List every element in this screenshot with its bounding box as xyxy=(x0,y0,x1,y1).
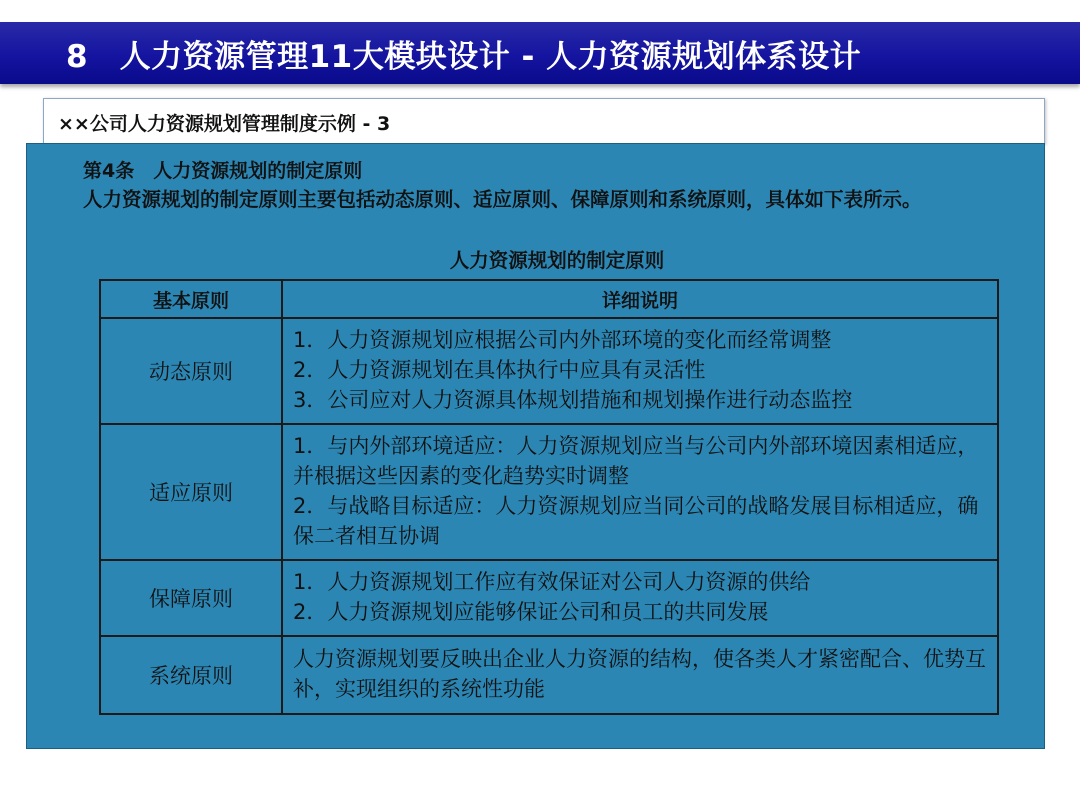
principle-detail xyxy=(282,424,998,560)
table-caption: 人力资源规划的制定原则 xyxy=(449,249,665,272)
detail-line: 2．人力资源规划在具体执行中应具有灵活性 xyxy=(293,358,706,382)
principle-name: 系统原则 xyxy=(100,636,282,714)
subtitle: ××公司人力资源规划管理制度示例 - 3 xyxy=(58,113,391,135)
principle-detail xyxy=(282,560,998,636)
article-heading: 第4条 人力资源规划的制定原则 xyxy=(83,160,363,182)
detail-line: 1．人力资源规划工作应有效保证对公司人力资源的供给 xyxy=(293,570,811,594)
table-row xyxy=(100,636,998,714)
table-row xyxy=(100,424,998,560)
subtitle-box xyxy=(43,98,1045,144)
content-panel xyxy=(26,143,1045,749)
detail-line: 2．与战略目标适应：人力资源规划应当同公司的战略发展目标相适应，确保二者相互协调 xyxy=(293,494,979,548)
column-header-principle: 基本原则 xyxy=(100,280,282,318)
detail-line: 3．公司应对人力资源具体规划措施和规划操作进行动态监控 xyxy=(293,388,853,412)
principle-detail xyxy=(282,636,998,714)
principle-name: 保障原则 xyxy=(100,560,282,636)
intro-paragraph: 人力资源规划的制定原则主要包括动态原则、适应原则、保障原则和系统原则，具体如下表所示。 xyxy=(83,188,922,211)
detail-line: 人力资源规划要反映出企业人力资源的结构，使各类人才紧密配合、优势互补，实现组织的系统性功能 xyxy=(293,647,986,701)
detail-line: 2．人力资源规划应能够保证公司和员工的共同发展 xyxy=(293,600,769,624)
principles-table xyxy=(99,279,999,715)
table-row xyxy=(100,560,998,636)
detail-line: 1．人力资源规划应根据公司内外部环境的变化而经常调整 xyxy=(293,328,832,352)
principle-detail xyxy=(282,318,998,424)
column-header-detail: 详细说明 xyxy=(282,280,998,318)
table-row xyxy=(100,318,998,424)
table-header-row xyxy=(100,280,998,318)
page-title: 8 人力资源管理11大模块设计 - 人力资源规划体系设计 xyxy=(66,39,862,75)
principle-name: 动态原则 xyxy=(100,318,282,424)
principle-name: 适应原则 xyxy=(100,424,282,560)
detail-line: 1．与内外部环境适应：人力资源规划应当与公司内外部环境因素相适应，并根据这些因素的变化趋势实时调整 xyxy=(293,434,979,488)
